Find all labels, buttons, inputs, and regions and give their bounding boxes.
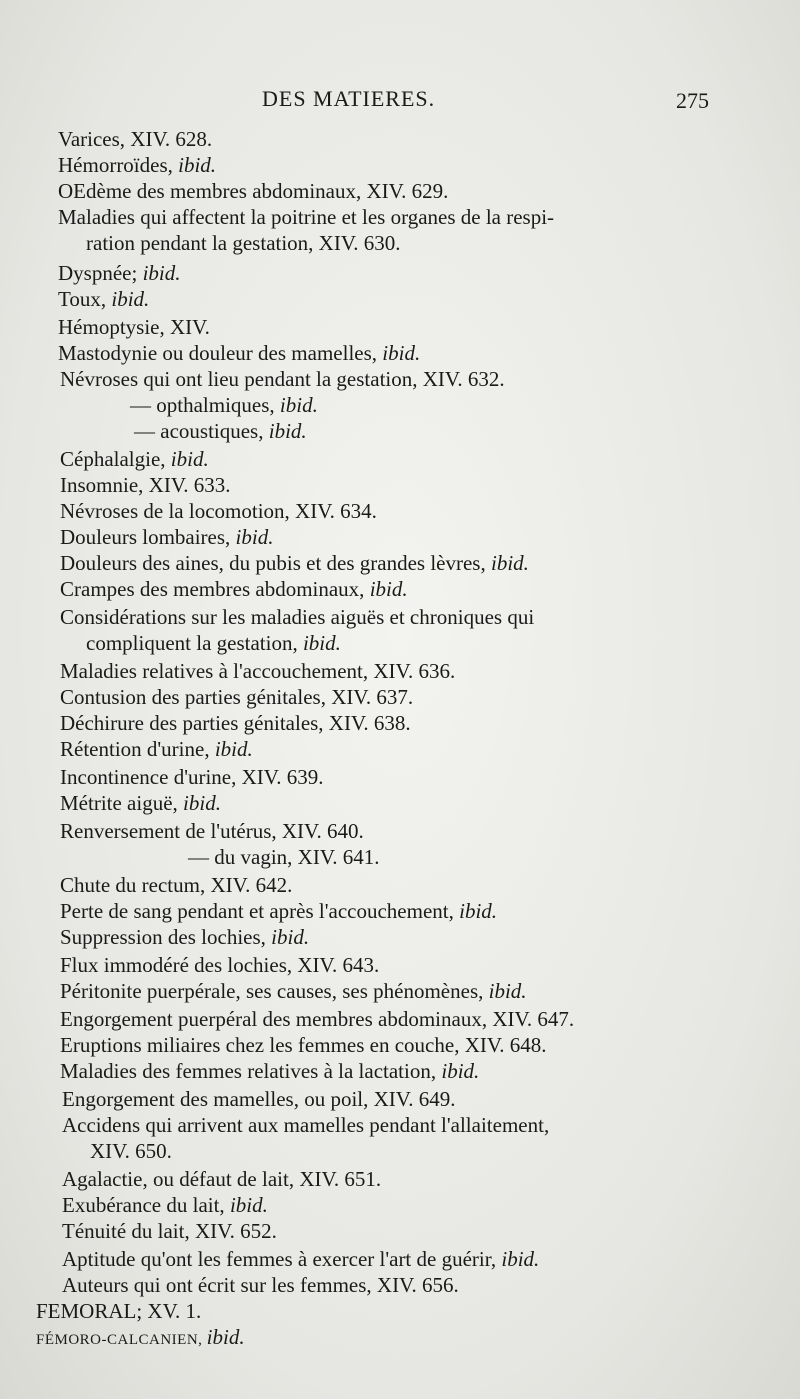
- index-entry: Insomnie, XIV. 633.: [60, 473, 231, 497]
- index-entry: Rétention d'urine, ibid.: [60, 737, 253, 761]
- index-entry: Toux, ibid.: [58, 287, 150, 311]
- index-heading-entry: FÉMORO-CALCANIEN, ibid.: [36, 1325, 245, 1349]
- running-title: DES MATIERES.: [262, 86, 436, 111]
- index-subentry: — du vagin, XIV. 641.: [188, 845, 380, 869]
- index-entry: Incontinence d'urine, XIV. 639.: [60, 765, 324, 789]
- index-entry: Aptitude qu'ont les femmes à exercer l'art de guérir, ibid.: [62, 1247, 540, 1271]
- index-entry: Agalactie, ou défaut de lait, XIV. 651.: [62, 1167, 382, 1191]
- index-entry: Névroses de la locomotion, XIV. 634.: [60, 499, 377, 523]
- index-entry: Eruptions miliaires chez les femmes en couche, XIV. 648.: [60, 1033, 547, 1057]
- index-entry: Engorgement puerpéral des membres abdominaux, XIV. 647.: [60, 1007, 575, 1031]
- index-entry: Péritonite puerpérale, ses causes, ses phénomènes, ibid.: [60, 979, 527, 1003]
- index-entry: Déchirure des parties génitales, XIV. 638.: [60, 711, 411, 735]
- index-entry: Maladies qui affectent la poitrine et les organes de la respi-: [58, 205, 555, 229]
- index-entry-continuation: ration pendant la gestation, XIV. 630.: [86, 231, 401, 255]
- index-entry: Céphalalgie, ibid.: [60, 447, 209, 471]
- index-entry: Ténuité du lait, XIV. 652.: [62, 1219, 277, 1243]
- index-entry: Accidens qui arrivent aux mamelles pendant l'allaitement,: [62, 1113, 550, 1137]
- index-entry: Considérations sur les maladies aiguës et chroniques qui: [60, 605, 535, 629]
- index-entry-continuation: compliquent la gestation, ibid.: [86, 631, 341, 655]
- index-entry: Douleurs lombaires, ibid.: [60, 525, 274, 549]
- index-entry: Auteurs qui ont écrit sur les femmes, XIV. 656.: [62, 1273, 459, 1297]
- index-entry: Mastodynie ou douleur des mamelles, ibid.: [58, 341, 421, 365]
- index-entry: Contusion des parties génitales, XIV. 637.: [60, 685, 414, 709]
- index-subentry: — acoustiques, ibid.: [134, 419, 307, 443]
- page-number: 275: [676, 88, 709, 113]
- index-entry: Douleurs des aines, du pubis et des grandes lèvres, ibid.: [60, 551, 529, 575]
- index-entry: Renversement de l'utérus, XIV. 640.: [60, 819, 364, 843]
- index-entry: Varices, XIV. 628.: [58, 127, 213, 151]
- index-entry: Crampes des membres abdominaux, ibid.: [60, 577, 408, 601]
- page-header: [0, 86, 800, 116]
- index-entry: Hémorroïdes, ibid.: [58, 153, 217, 177]
- index-subentry: — opthalmiques, ibid.: [130, 393, 318, 417]
- index-entry: Métrite aiguë, ibid.: [60, 791, 221, 815]
- index-entry: Dyspnée; ibid.: [58, 261, 181, 285]
- index-entry: Exubérance du lait, ibid.: [62, 1193, 268, 1217]
- index-entry: Perte de sang pendant et après l'accouchement, ibid.: [60, 899, 498, 923]
- index-entry: Hémoptysie, XIV.: [58, 315, 210, 339]
- index-entry-continuation: XIV. 650.: [90, 1139, 172, 1163]
- index-entry: Flux immodéré des lochies, XIV. 643.: [60, 953, 380, 977]
- index-entry: Maladies relatives à l'accouchement, XIV. 636.: [60, 659, 456, 683]
- index-entry: Maladies des femmes relatives à la lactation, ibid.: [60, 1059, 480, 1083]
- index-heading-entry: FEMORAL; XV. 1.: [36, 1299, 202, 1323]
- index-entry: Suppression des lochies, ibid.: [60, 925, 310, 949]
- index-entry: Chute du rectum, XIV. 642.: [60, 873, 293, 897]
- index-entry: Névroses qui ont lieu pendant la gestation, XIV. 632.: [60, 367, 505, 391]
- index-entry: Engorgement des mamelles, ou poil, XIV. 649.: [62, 1087, 456, 1111]
- index-entry: OEdème des membres abdominaux, XIV. 629.: [58, 179, 449, 203]
